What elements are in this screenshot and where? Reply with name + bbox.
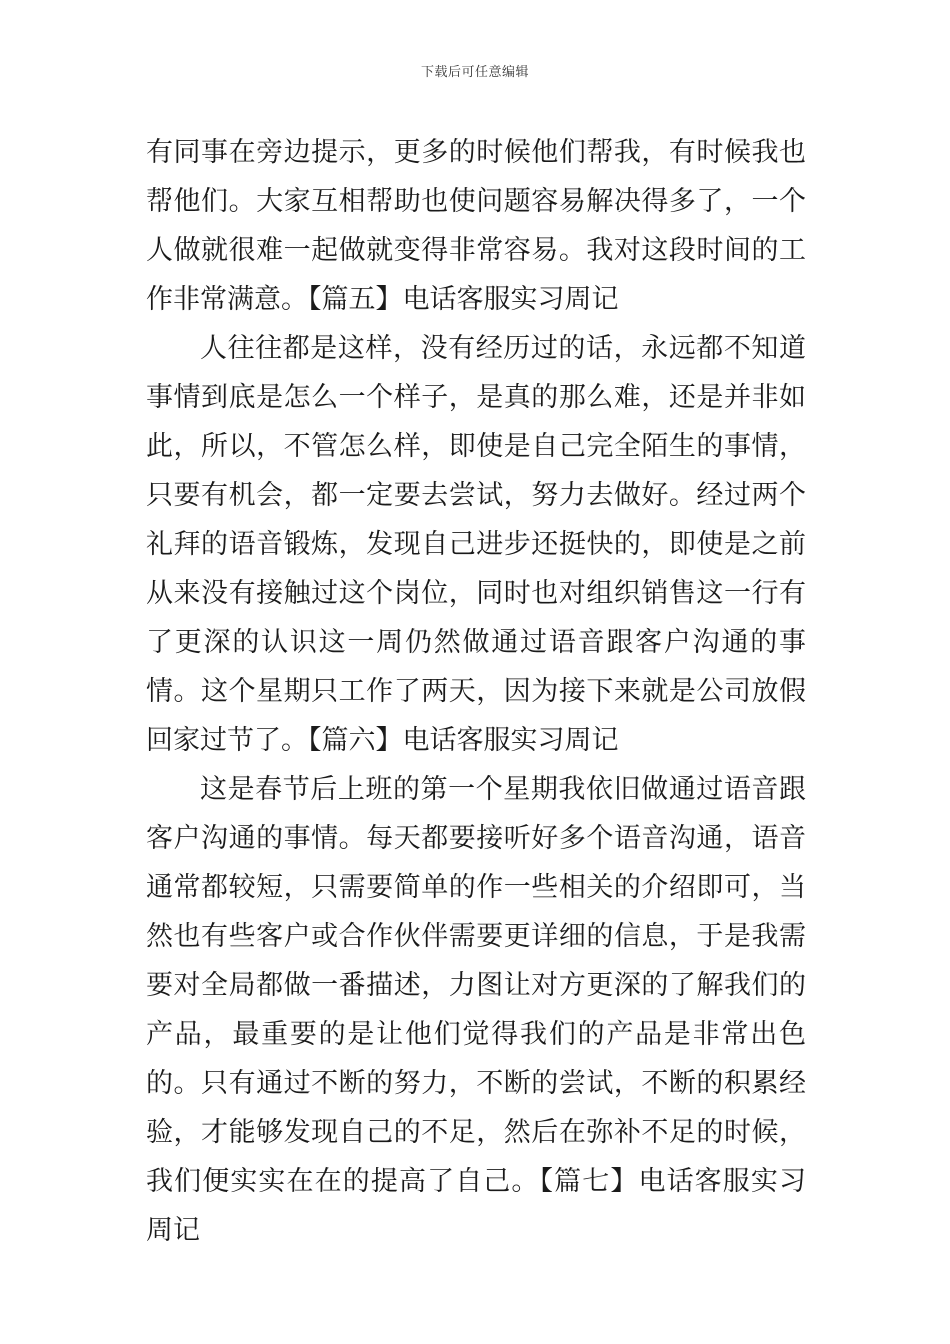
paragraph: 这是春节后上班的第一个星期我依旧做通过语音跟客户沟通的事情。每天都要接听好多个语音沟通，语音通常都较短，只需要简单的作一些相关的介绍即可，当然也有些客户或合作伙伴需要更详细的信息，于是我需要对全局都做一番描述，力图让对方更深的了解我们的产品，最重要的是让他们觉得我们的产品是非常出色的。只有通过不断的努力，不断的尝试，不断的积累经验，才能够发现自己的不足，然后在弥补不足的时候，我们便实实在在的提高了自己。【篇七】电话客服实习周记 — [146, 774, 806, 1246]
document-body — [146, 128, 806, 1255]
paragraph-continuation: 有同事在旁边提示，更多的时候他们帮我，有时候我也帮他们。大家互相帮助也使问题容易解决得多了，一个人做就很难一起做就变得非常容易。我对这段时间的工作非常满意。【篇五】电话客服实习周记 — [146, 137, 806, 315]
page-header: 下载后可任意编辑 — [420, 65, 529, 80]
paragraph: 人往往都是这样，没有经历过的话，永远都不知道事情到底是怎么一个样子，是真的那么难，还是并非如此，所以，不管怎么样，即使是自己完全陌生的事情，只要有机会，都一定要去尝试，努力去做好。经过两个礼拜的语音锻炼，发现自己进步还挺快的，即使是之前从来没有接触过这个岗位，同时也对组织销售这一行有了更深的认识这一周仍然做通过语音跟客户沟通的事情。这个星期只工作了两天，因为接下来就是公司放假回家过节了。【篇六】电话客服实习周记 — [146, 333, 806, 756]
